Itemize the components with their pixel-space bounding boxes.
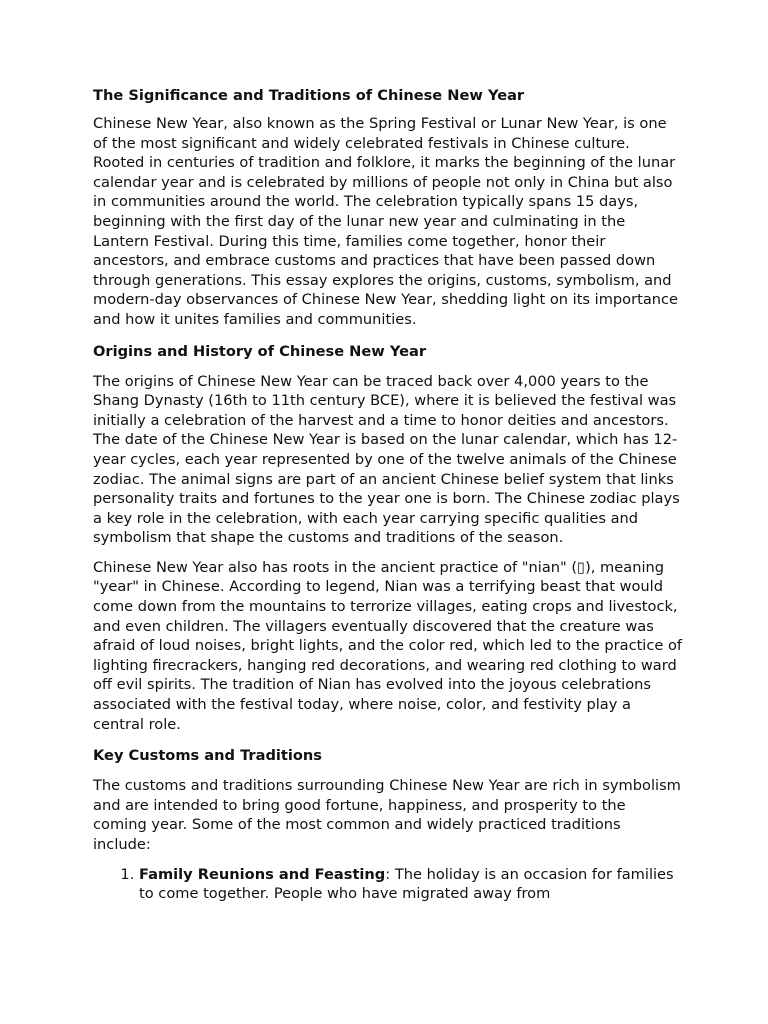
intro-paragraph: Chinese New Year, also known as the Spring Festival or Lunar New Year, is one of the most significant and widely celebrated festivals in Chinese culture. Rooted in centuries of tradition and folklore, it marks the beginning of the lunar calendar year and is celebrated by millions of people not only in China but also in communities around the world. The celebration typically spans 15 days, beginning with the first day of the lunar new year and culminating in the Lantern Festival. During this time, families come together, honor their ancestors, and embrace customs and practices that have been passed down through generations. This essay explores the origins, customs, symbolism, and modern-day observances of Chinese New Year, shedding light on its importance and how it unites families and communities.: [93, 115, 679, 328]
customs-intro-paragraph: The customs and traditions surrounding Chinese New Year are rich in symbolism and are intended to bring good fortune, happiness, and prosperity to the coming year. Some of the most common and widely practiced traditions include:: [93, 777, 681, 853]
document-title: The Significance and Traditions of Chinese New Year: [93, 87, 525, 104]
list-item: [139, 865, 683, 904]
customs-list: [93, 865, 683, 904]
list-item-text: : The holiday is an occasion for families to come together. People who have migrated away from: [139, 865, 674, 903]
list-item-term: Family Reunions and Feasting: [139, 865, 386, 883]
customs-heading: Key Customs and Traditions: [93, 747, 322, 765]
document-page: [93, 84, 683, 904]
origins-paragraph-1: The origins of Chinese New Year can be traced back over 4,000 years to the Shang Dynasty (16th to 11th century BCE), where it is believed the festival was initially a celebration of the harvest and a time to honor deities and ancestors. The date of the Chinese New Year is based on the lunar calendar, which has 12-year cycles, each year represented by one of the twelve animals of the Chinese zodiac. The animal signs are part of an ancient Chinese belief system that links personality traits and fortunes to the year one is born. The Chinese zodiac plays a key role in the celebration, with each year carrying specific qualities and symbolism that shape the customs and traditions of the season.: [93, 372, 680, 547]
origins-heading: Origins and History of Chinese New Year: [93, 342, 427, 360]
origins-paragraph-2: Chinese New Year also has roots in the ancient practice of "nian" (▯), meaning "year" in Chinese. According to legend, Nian was a terrifying beast that would come down from the mountains to terrorize villages, eating crops and livestock, and even children. The villagers eventually discovered that the creature was afraid of loud noises, bright lights, and the color red, which led to the practice of lighting firecrackers, hanging red decorations, and wearing red clothing to ward off evil spirits. The tradition of Nian has evolved into the joyous celebrations associated with the festival today, where noise, color, and festivity play a central role.: [93, 558, 683, 733]
